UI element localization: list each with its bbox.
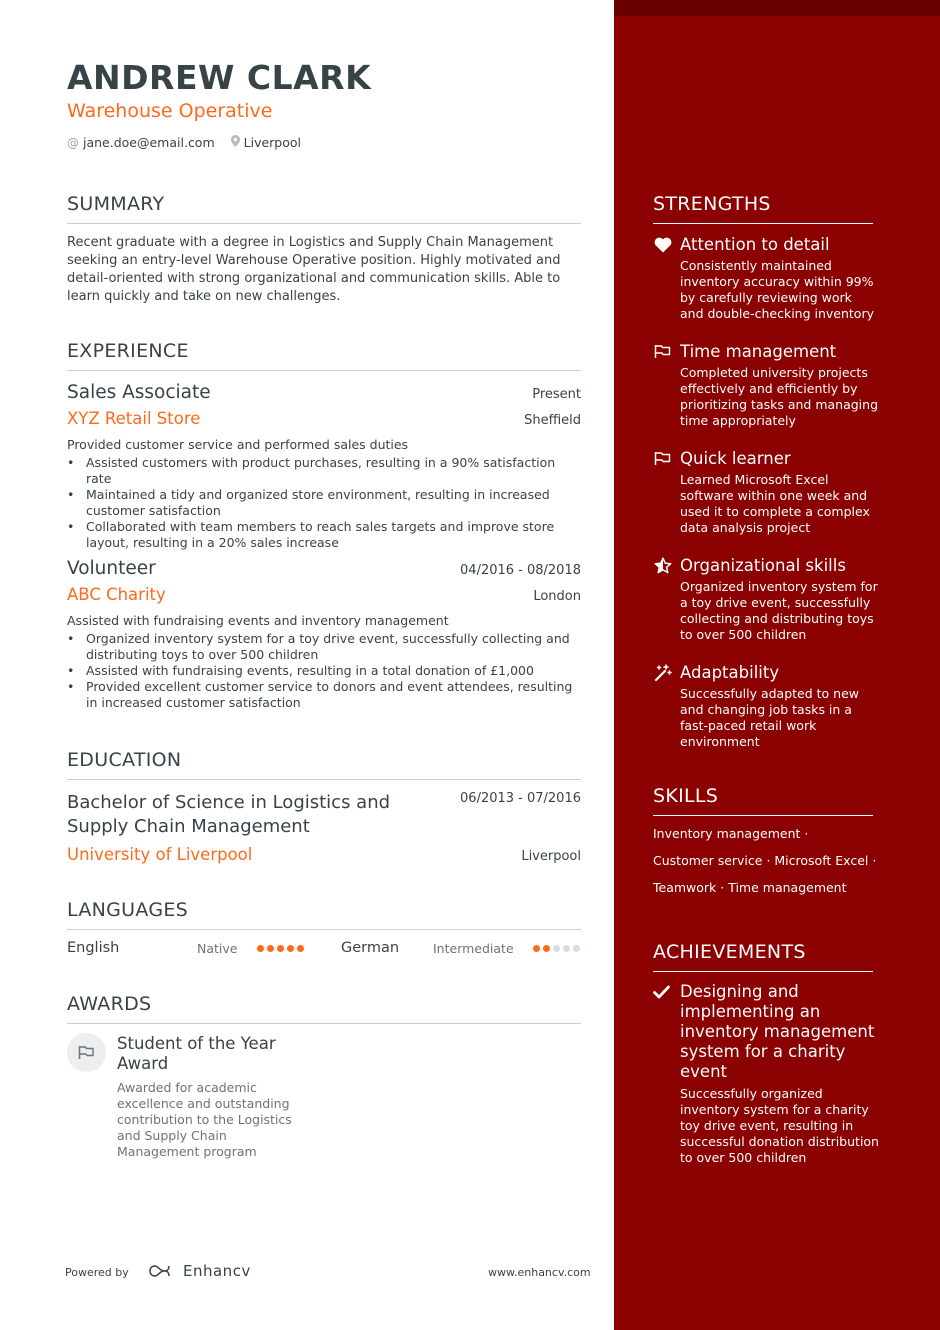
rating-dot-filled xyxy=(277,945,284,952)
strength-description: Consistently maintained inventory accuracy within 99% by carefully reviewing work and double-checking inventory xyxy=(680,258,874,321)
strength-item xyxy=(653,342,879,429)
job-bullets xyxy=(67,455,581,551)
location-text: Liverpool xyxy=(243,135,302,150)
list-item: • Assisted with fundraising events, resulting in a total donation of £1,000 xyxy=(67,663,581,679)
candidate-name: ANDREW CLARK xyxy=(67,58,372,97)
rating-dot-filled xyxy=(533,945,540,952)
language-rating xyxy=(257,945,341,952)
job-description: Provided customer service and performed sales duties xyxy=(67,437,409,452)
rating-dot-filled xyxy=(543,945,550,952)
experience-entry xyxy=(67,382,581,551)
skills-line: Inventory management · xyxy=(653,826,809,841)
experience-entry xyxy=(67,558,581,711)
footer-url-link[interactable]: www.enhancv.com xyxy=(488,1266,591,1279)
languages-row xyxy=(67,940,581,956)
strength-title: Time management xyxy=(680,342,837,361)
flag-icon xyxy=(653,342,672,361)
education-school: University of Liverpool xyxy=(67,845,253,864)
strength-description: Successfully adapted to new and changing job tasks in a fast-paced retail work environment xyxy=(680,686,860,749)
language-rating xyxy=(533,945,580,952)
rating-dot-filled xyxy=(267,945,274,952)
education-entry xyxy=(67,791,581,864)
job-location: Sheffield xyxy=(524,413,581,428)
language-name: English xyxy=(67,940,120,956)
strength-title: Organizational skills xyxy=(680,556,846,575)
sidebar-column xyxy=(614,0,940,1330)
contact-row xyxy=(67,135,301,150)
job-description: Assisted with fundraising events and inventory management xyxy=(67,613,449,628)
rating-dot-empty xyxy=(553,945,560,952)
award-title: Student of the Year Award xyxy=(117,1034,276,1073)
award-description: Awarded for academic excellence and outstanding contribution to the Logistics and Supply Chain Management program xyxy=(117,1080,292,1159)
enhancv-logo-icon xyxy=(145,1263,177,1279)
rating-dot-filled xyxy=(287,945,294,952)
strengths-heading: STRENGTHS xyxy=(653,193,873,224)
summary-heading: SUMMARY xyxy=(67,193,581,224)
checkmark-icon xyxy=(653,982,672,1004)
magic-wand-icon xyxy=(653,663,672,682)
awards-heading: AWARDS xyxy=(67,993,581,1024)
strength-description: Organized inventory system for a toy drive event, successfully collecting and distributing toys to over 500 children xyxy=(680,579,878,642)
strength-item xyxy=(653,235,879,322)
flag-icon xyxy=(67,1033,106,1072)
strength-title: Adaptability xyxy=(680,663,780,682)
achievement-title: Designing and implementing an inventory management system for a charity event xyxy=(680,982,875,1081)
job-bullets xyxy=(67,631,581,711)
education-location: Liverpool xyxy=(521,849,581,864)
job-role: Sales Associate xyxy=(67,382,211,403)
education-heading: EDUCATION xyxy=(67,749,581,780)
language-level: Intermediate xyxy=(433,940,514,956)
powered-by-label: Powered by xyxy=(65,1266,129,1279)
skills-line: Customer service · Microsoft Excel · xyxy=(653,853,877,868)
email-link[interactable]: jane.doe@email.com xyxy=(83,135,215,150)
star-icon xyxy=(653,556,672,575)
rating-dot-filled xyxy=(297,945,304,952)
experience-heading: EXPERIENCE xyxy=(67,340,581,371)
candidate-title: Warehouse Operative xyxy=(67,100,273,122)
list-item: • Assisted customers with product purchases, resulting in a 90% satisfaction rate xyxy=(67,455,581,487)
rating-dot-empty xyxy=(563,945,570,952)
rating-dot-filled xyxy=(257,945,264,952)
strength-item xyxy=(653,663,879,750)
sidebar-top-bar xyxy=(614,0,940,16)
strength-item xyxy=(653,556,879,643)
list-item: • Maintained a tidy and organized store environment, resulting in increased customer satisfaction xyxy=(67,487,581,519)
list-item: • Organized inventory system for a toy drive event, successfully collecting and distributing toys to over 500 children xyxy=(67,631,581,663)
enhancv-brand-text: Enhancv xyxy=(183,1262,251,1280)
job-role: Volunteer xyxy=(67,558,156,579)
job-company: XYZ Retail Store xyxy=(67,409,201,428)
job-location: London xyxy=(533,589,581,604)
strength-description: Completed university projects effectively and efficiently by prioritizing tasks and managing time appropriately xyxy=(680,365,879,428)
at-icon: @ xyxy=(67,135,79,150)
strength-description: Learned Microsoft Excel software within one week and used it to complete a complex data analysis project xyxy=(680,472,870,535)
flag-icon xyxy=(653,449,672,468)
heart-icon xyxy=(653,235,672,254)
language-level: Native xyxy=(197,940,238,956)
achievement-item xyxy=(653,982,883,1166)
job-date: Present xyxy=(532,387,581,402)
location-pin-icon xyxy=(231,135,240,150)
strength-title: Attention to detail xyxy=(680,235,830,254)
enhancv-logo[interactable] xyxy=(145,1262,251,1280)
rating-dot-empty xyxy=(573,945,580,952)
job-company: ABC Charity xyxy=(67,585,166,604)
languages-heading: LANGUAGES xyxy=(67,899,581,930)
education-degree: Bachelor of Science in Logistics and Supply Chain Management xyxy=(67,792,391,837)
summary-text: Recent graduate with a degree in Logistics and Supply Chain Management seeking an entry-level Warehouse Operative position. Highly motivated and detail-oriented with strong organizational and communication skills. Able to learn quickly and take on new challenges. xyxy=(67,235,561,304)
achievement-description: Successfully organized inventory system for a charity toy drive event, resulting in successful donation distribution to over 500 children xyxy=(680,1086,879,1165)
language-name: German xyxy=(341,940,400,956)
education-date: 06/2013 - 07/2016 xyxy=(460,791,581,806)
skills-list xyxy=(653,826,883,907)
strength-title: Quick learner xyxy=(680,449,791,468)
job-date: 04/2016 - 08/2018 xyxy=(460,563,581,578)
achievements-heading: ACHIEVEMENTS xyxy=(653,941,873,972)
list-item: • Provided excellent customer service to donors and event attendees, resulting in increased customer satisfaction xyxy=(67,679,581,711)
strength-item xyxy=(653,449,879,536)
skills-heading: SKILLS xyxy=(653,785,873,816)
list-item: • Collaborated with team members to reach sales targets and improve store layout, resulting in a 20% sales increase xyxy=(67,519,581,551)
skills-line: Teamwork · Time management xyxy=(653,880,847,895)
